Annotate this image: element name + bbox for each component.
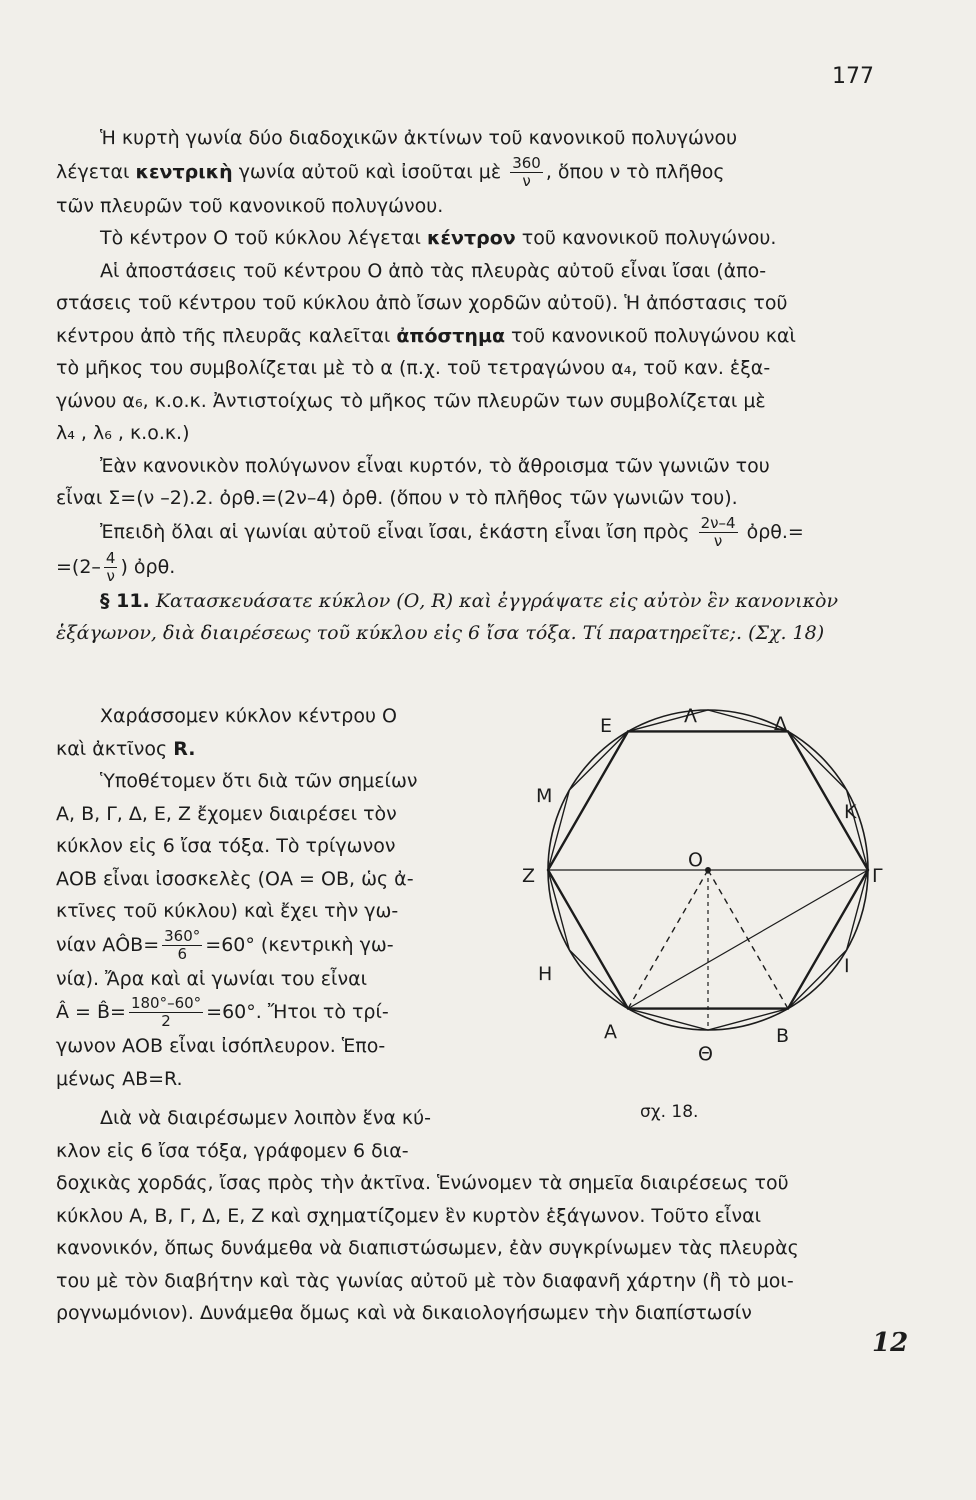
page-number: 177 xyxy=(832,64,874,89)
center-point xyxy=(705,867,711,873)
text-line: Ἐπειδὴ ὅλαι αἱ γωνίαι αὐτοῦ εἶναι ἴσαι, ἑκάστη εἶναι ἴση πρὸς $\frac{2\nu-4}{\nu}$ ὀρθ.= xyxy=(100,513,804,550)
term-apothem: ἀπόστημα xyxy=(396,324,505,347)
label-E: Ε xyxy=(600,715,613,737)
left-column-text xyxy=(56,700,486,1095)
left-bottom-text xyxy=(56,1102,486,1167)
text-line: στάσεις τοῦ κέντρου τοῦ κύκλου ἀπὸ ἴσων χορδῶν αὐτοῦ). Ἡ ἀπόστασις τοῦ xyxy=(56,292,788,314)
fraction-2n-4-over-n: $\frac{2\nu-4}{\nu}$ xyxy=(700,513,736,550)
text-line: καὶ ἀκτῖνος R. xyxy=(56,737,196,760)
text-line: Τὸ κέντρον Ο τοῦ κύκλου λέγεται κέντρον τοῦ κανονικοῦ πολυγώνου. xyxy=(100,227,777,249)
label-G: Γ xyxy=(872,865,883,887)
text-line: ρογνωμόνιον). Δυνάμεθα ὅμως καὶ νὰ δικαιολογήσωμεν τὴν διαπίστωσίν xyxy=(56,1302,752,1324)
label-K: Κ xyxy=(844,801,857,823)
text-line: λέγεται κεντρικὴ γωνία αὐτοῦ καὶ ἰσοῦται μὲ $\frac{360}{\nu}$ , ὅπου ν τὸ πλῆθος xyxy=(56,153,725,190)
text-line: Ὑποθέτομεν ὅτι διὰ τῶν σημείων xyxy=(100,770,418,792)
label-H: Η xyxy=(538,963,553,985)
text-line: τῶν πλευρῶν τοῦ κανονικοῦ πολυγώνου. xyxy=(56,194,444,217)
chord-AG xyxy=(628,870,868,1009)
label-I: Ι xyxy=(844,955,850,977)
hexagon-figure xyxy=(508,690,908,1130)
text-line: Αἱ ἀποστάσεις τοῦ κέντρου Ο ἀπὸ τὰς πλευρὰς αὐτοῦ εἶναι ἴσαι (ἀπο- xyxy=(100,259,767,282)
bottom-paragraph xyxy=(56,1167,886,1330)
text-line: Ἐὰν κανονικὸν πολύγωνον εἶναι κυρτόν, τὸ ἄθροισμα τῶν γωνιῶν του xyxy=(100,454,770,477)
label-Z: Ζ xyxy=(522,865,536,887)
text-line: κύκλον εἰς 6 ἴσα τόξα. Τὸ τρίγωνον xyxy=(56,835,396,857)
text-line: =(2– $\frac{4}{\nu}$ ) ὀρθ. xyxy=(56,548,176,585)
text-line: δοχικὰς χορδάς, ἴσας πρὸς τὴν ἀκτῖνα. Ἑνώνομεν τὰ σημεῖα διαιρέσεως τοῦ xyxy=(56,1172,789,1194)
text-line: μένως ΑΒ=R. xyxy=(56,1067,183,1090)
text-line: κανονικόν, ὅπως δυνάμεθα νὰ διαπιστώσωμεν, ἐὰν συγκρίνωμεν τὰς πλευρὰς xyxy=(56,1237,799,1259)
text-line: τὸ μῆκος του συμβολίζεται μὲ τὸ α (π.χ. τοῦ τετραγώνου α₄, τοῦ καν. ἑξα- xyxy=(56,357,771,379)
fraction-4-over-n: $\frac{4}{\nu}$ xyxy=(105,548,116,585)
text-line: κτῖνες τοῦ κύκλου) καὶ ἔχει τὴν γω- xyxy=(56,900,399,922)
text-line: ΑΟΒ εἶναι ἰσοσκελὲς (ΟΑ = ΟΒ, ὡς ἀ- xyxy=(56,867,414,890)
text-line: Χαράσσομεν κύκλον κέντρου Ο xyxy=(100,705,397,727)
text-line: Διὰ νὰ διαιρέσωμεν λοιπὸν ἕνα κύ- xyxy=(100,1107,431,1129)
text-line: Α, Β, Γ, Δ, Ε, Ζ ἔχομεν διαιρέσει τὸν xyxy=(56,802,397,825)
text-line: γώνου α₆, κ.ο.κ. Ἀντιστοίχως τὸ μῆκος τῶν πλευρῶν των συμβολίζεται μὲ xyxy=(56,389,766,412)
text-line: Ἡ κυρτὴ γωνία δύο διαδοχικῶν ἀκτίνων τοῦ κανονικοῦ πολυγώνου xyxy=(100,127,738,149)
text-line: νίαν ΑÔΒ= $\frac{360^\circ}{6}$ =60° (κεντρικὴ γω- xyxy=(56,926,394,963)
figure-caption: σχ. 18. xyxy=(640,1102,699,1122)
section-title: Κατασκευάσατε κύκλον (Ο, R) καὶ ἐγγράψατε εἰς αὐτὸν ἓν κανονικὸν xyxy=(155,589,839,612)
label-D: Δ xyxy=(774,713,787,735)
text-line: κλον εἰς 6 ἴσα τόξα, γράφομεν 6 δια- xyxy=(56,1139,409,1162)
section-title-cont: ἑξάγωνον, διὰ διαιρέσεως τοῦ κύκλου εἰς 6 ἴσα τόξα. Τί παρατηρεῖτε;. (Σχ. 18) xyxy=(56,622,825,644)
text-line: του μὲ τὸν διαβήτην καὶ τὰς γωνίας αὐτοῦ μὲ τὸν διαφανῆ χάρτην (ἢ τὸ μοι- xyxy=(56,1269,794,1292)
fraction-360-over-6: $\frac{360^\circ}{6}$ xyxy=(164,926,201,963)
term-center: κέντρον xyxy=(426,227,516,249)
signature-mark: 12 xyxy=(872,1328,909,1358)
definitions-block xyxy=(56,122,886,650)
radius-OA xyxy=(628,870,708,1009)
text-line: λ₄ , λ₆ , κ.ο.κ.) xyxy=(56,422,190,444)
text-line: κέντρου ἀπὸ τῆς πλευρᾶς καλεῖται ἀπόστημα τοῦ κανονικοῦ πολυγώνου καὶ xyxy=(56,324,796,347)
label-O: Ο xyxy=(688,849,703,871)
fraction-360-over-n: $\frac{360}{\nu}$ xyxy=(512,153,541,190)
label-B: Β xyxy=(776,1025,790,1047)
radius-symbol: R. xyxy=(173,737,196,760)
label-M: Μ xyxy=(536,785,553,807)
label-Th: Θ xyxy=(698,1043,713,1065)
label-L: Λ xyxy=(684,705,697,727)
section-number: § 11. xyxy=(100,589,150,612)
term-central-angle: κεντρικὴ xyxy=(135,160,233,183)
text-line: γωνον ΑΟΒ εἶναι ἰσόπλευρον. Ἑπο- xyxy=(56,1035,386,1057)
text-line: εἶναι Σ=(ν –2).2. ὀρθ.=(2ν–4) ὀρθ. (ὅπου ν τὸ πλῆθος τῶν γωνιῶν του). xyxy=(56,487,738,509)
label-A: Α xyxy=(604,1021,617,1043)
fraction-120-over-2: $\frac{180^\circ-60^\circ}{2}$ xyxy=(130,994,202,1030)
text-line: νία). Ἄρα καὶ αἱ γωνίαι του εἶναι xyxy=(56,967,368,990)
text-line: κύκλου Α, Β, Γ, Δ, Ε, Ζ καὶ σχηματίζομεν ἓν κυρτὸν ἑξάγωνον. Τοῦτο εἶναι xyxy=(56,1204,762,1227)
section-heading xyxy=(56,585,886,618)
text-line: Â = B̂= $\frac{180^\circ-60^\circ}{2}$ =60°. Ἤτοι τὸ τρί- xyxy=(56,994,389,1030)
